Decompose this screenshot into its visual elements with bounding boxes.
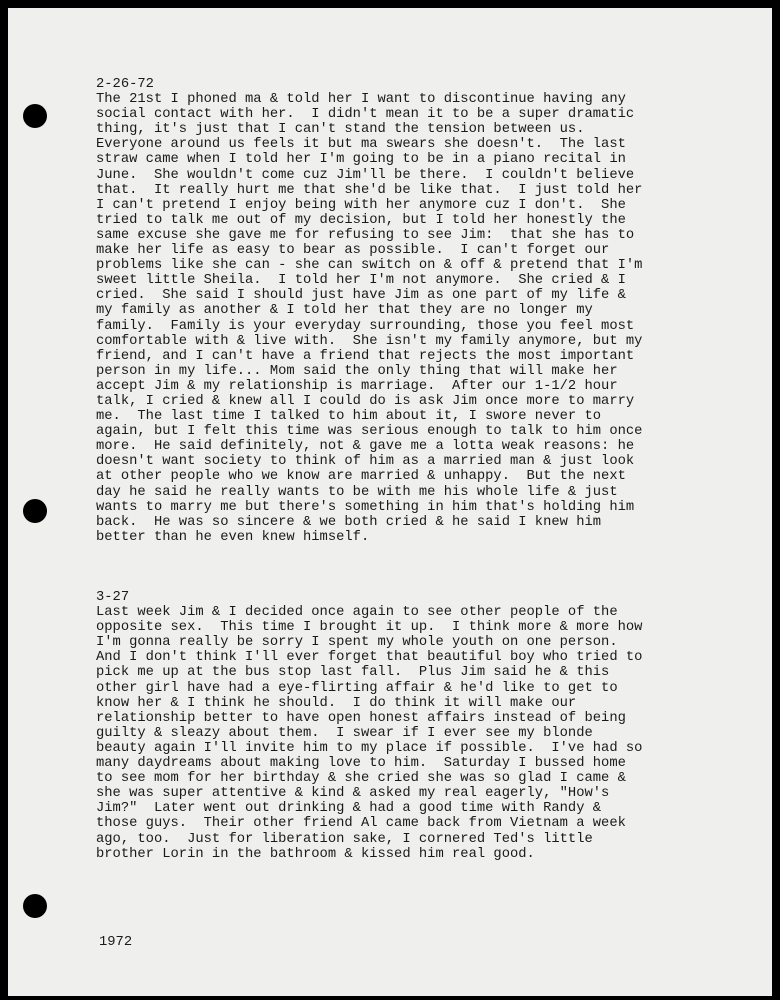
entry-line: that. It really hurt me that she'd be like that. I just told her <box>96 182 643 198</box>
entry-line: more. He said definitely, not & gave me a lotta weak reasons: he <box>96 439 635 455</box>
entry-line: wants to marry me but there's something in him that's holding him <box>96 499 635 515</box>
entry-line: comfortable with & live with. She isn't my family anymore, but my <box>96 333 643 349</box>
entry-line: she was super attentive & kind & asked my real eagerly, "How's <box>96 786 610 802</box>
entry-line: relationship better to have open honest affairs instead of being <box>96 710 626 726</box>
entry-date: 3-27 <box>96 590 130 605</box>
page-footer-year: 1972 <box>99 935 133 950</box>
entry-line: I can't pretend I enjoy being with her anymore cuz I don't. She <box>96 197 626 213</box>
diary-page <box>8 8 772 996</box>
entry-line: guilty & sleazy about them. I swear if I ever see my blonde <box>96 725 593 741</box>
entry-line: cried. She said I should just have Jim as one part of my life & <box>96 288 626 304</box>
entry-line: doesn't want society to think of him as a married man & just look <box>96 454 635 470</box>
entry-line: better than he even knew himself. <box>96 529 370 545</box>
diary-entry <box>96 77 756 545</box>
entry-line: I'm gonna really be sorry I spent my whole youth on one person. <box>96 635 618 651</box>
entry-line: talk, I cried & knew all I could do is ask Jim once more to marry <box>96 393 635 409</box>
entry-date: 2-26-72 <box>96 77 154 92</box>
entry-line: person in my life... Mom said the only thing that will make her <box>96 363 618 379</box>
entry-line: social contact with her. I didn't mean it to be a super dramatic <box>96 107 635 123</box>
entry-line: Last week Jim & I decided once again to see other people of the <box>96 605 618 621</box>
entry-line: other girl have had a eye-flirting affair & he'd like to get to <box>96 680 618 696</box>
entry-line: family. Family is your everyday surrounding, those you feel most <box>96 318 635 334</box>
binder-hole-top <box>23 104 47 128</box>
entry-line: problems like she can - she can switch on & off & pretend that I'm <box>96 258 643 274</box>
binder-hole-middle <box>23 499 47 523</box>
entry-line: thing, it's just that I can't stand the tension between us. <box>96 122 585 138</box>
entry-line: ago, too. Just for liberation sake, I cornered Ted's little <box>96 831 593 847</box>
entry-line: friend, and I can't have a friend that rejects the most important <box>96 348 635 364</box>
entry-line: June. She wouldn't come cuz Jim'll be there. I couldn't believe <box>96 167 635 183</box>
entry-line: Jim?" Later went out drinking & had a good time with Randy & <box>96 801 602 817</box>
binder-hole-bottom <box>23 894 47 918</box>
entry-line: tried to talk me out of my decision, but I told her honestly the <box>96 212 626 228</box>
entry-line: beauty again I'll invite him to my place if possible. I've had so <box>96 740 643 756</box>
entry-line: at other people who we know are married & unhappy. But the next <box>96 469 626 485</box>
entry-line: straw came when I told her I'm going to be in a piano recital in <box>96 152 626 168</box>
entry-line: opposite sex. This time I brought it up. I think more & more how <box>96 620 643 636</box>
entry-line: sweet little Sheila. I told her I'm not anymore. She cried & I <box>96 273 626 289</box>
entry-line: day he said he really wants to be with me his whole life & just <box>96 484 618 500</box>
entry-line: brother Lorin in the bathroom & kissed him real good. <box>96 846 535 862</box>
entry-line: Everyone around us feels it but ma swears she doesn't. The last <box>96 137 626 153</box>
entry-line: know her & I think he should. I do think it will make our <box>96 695 577 711</box>
entry-line: pick me up at the bus stop last fall. Plus Jim said he & this <box>96 665 610 681</box>
entry-line: those guys. Their other friend Al came back from Vietnam a week <box>96 816 626 832</box>
entry-line: The 21st I phoned ma & told her I want to discontinue having any <box>96 92 626 108</box>
entry-line: again, but I felt this time was serious enough to talk to him once <box>96 424 643 440</box>
entry-line: many daydreams about making love to him. Saturday I bussed home <box>96 756 626 772</box>
entry-line: back. He was so sincere & we both cried & he said I knew him <box>96 514 602 530</box>
entry-line: make her life as easy to bear as possible. I can't forget our <box>96 243 610 259</box>
diary-entry <box>96 590 756 862</box>
entry-line: accept Jim & my relationship is marriage. After our 1-1/2 hour <box>96 378 618 394</box>
entry-line: And I don't think I'll ever forget that beautiful boy who tried to <box>96 650 643 666</box>
entry-line: same excuse she gave me for refusing to see Jim: that she has to <box>96 227 635 243</box>
entry-line: to see mom for her birthday & she cried she was so glad I came & <box>96 771 626 787</box>
entry-line: me. The last time I talked to him about it, I swore never to <box>96 409 602 425</box>
entry-line: my family as another & I told her that they are no longer my <box>96 303 593 319</box>
